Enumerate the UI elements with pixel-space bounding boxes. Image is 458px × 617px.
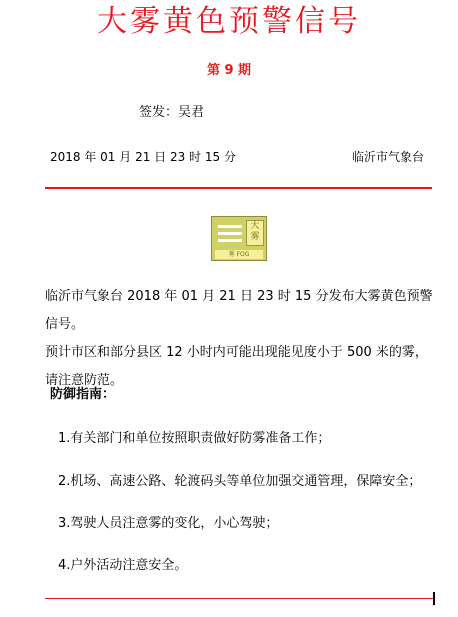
warning-icon-footer-left: 雾 [228, 251, 235, 258]
guide-item: 1.有关部门和单位按照职责做好防雾准备工作； [58, 431, 331, 446]
signer: 签发：吴君 [139, 105, 205, 120]
guide-item: 4.户外活动注意安全。 [58, 558, 188, 573]
warning-body [45, 283, 437, 395]
fog-stripe [218, 225, 242, 228]
warning-character-tile: 大雾 [246, 220, 264, 246]
issue-datetime: 2018 年 01 月 21 日 23 时 15 分 [50, 150, 236, 164]
body-paragraph: 预计市区和部分县区 12 小时内可能出现能见度小于 500 米的雾，请注意防范。 [45, 345, 428, 388]
warning-icon-footer-right: FOG [236, 251, 250, 258]
fog-stripe [218, 239, 242, 242]
warning-icon-footer [215, 250, 263, 259]
text-cursor [433, 592, 435, 605]
issuing-agency: 临沂市气象台 [352, 150, 425, 164]
footer-divider [45, 598, 434, 599]
issue-number: 第 9 期 [206, 63, 252, 78]
guide-item: 2.机场、高速公路、轮渡码头等单位加强交通管理，保障安全； [58, 474, 422, 489]
fog-stripe [218, 232, 242, 235]
guide-heading: 防御指南： [50, 387, 116, 402]
fog-yellow-warning-icon [211, 216, 267, 261]
page-title: 大雾黄色预警信号 [97, 4, 361, 39]
header-divider [45, 187, 432, 189]
guide-item: 3.驾驶人员注意雾的变化，小心驾驶； [58, 516, 279, 531]
body-paragraph: 临沂市气象台 2018 年 01 月 21 日 23 时 15 分发布大雾黄色预警信号。 [45, 289, 433, 332]
